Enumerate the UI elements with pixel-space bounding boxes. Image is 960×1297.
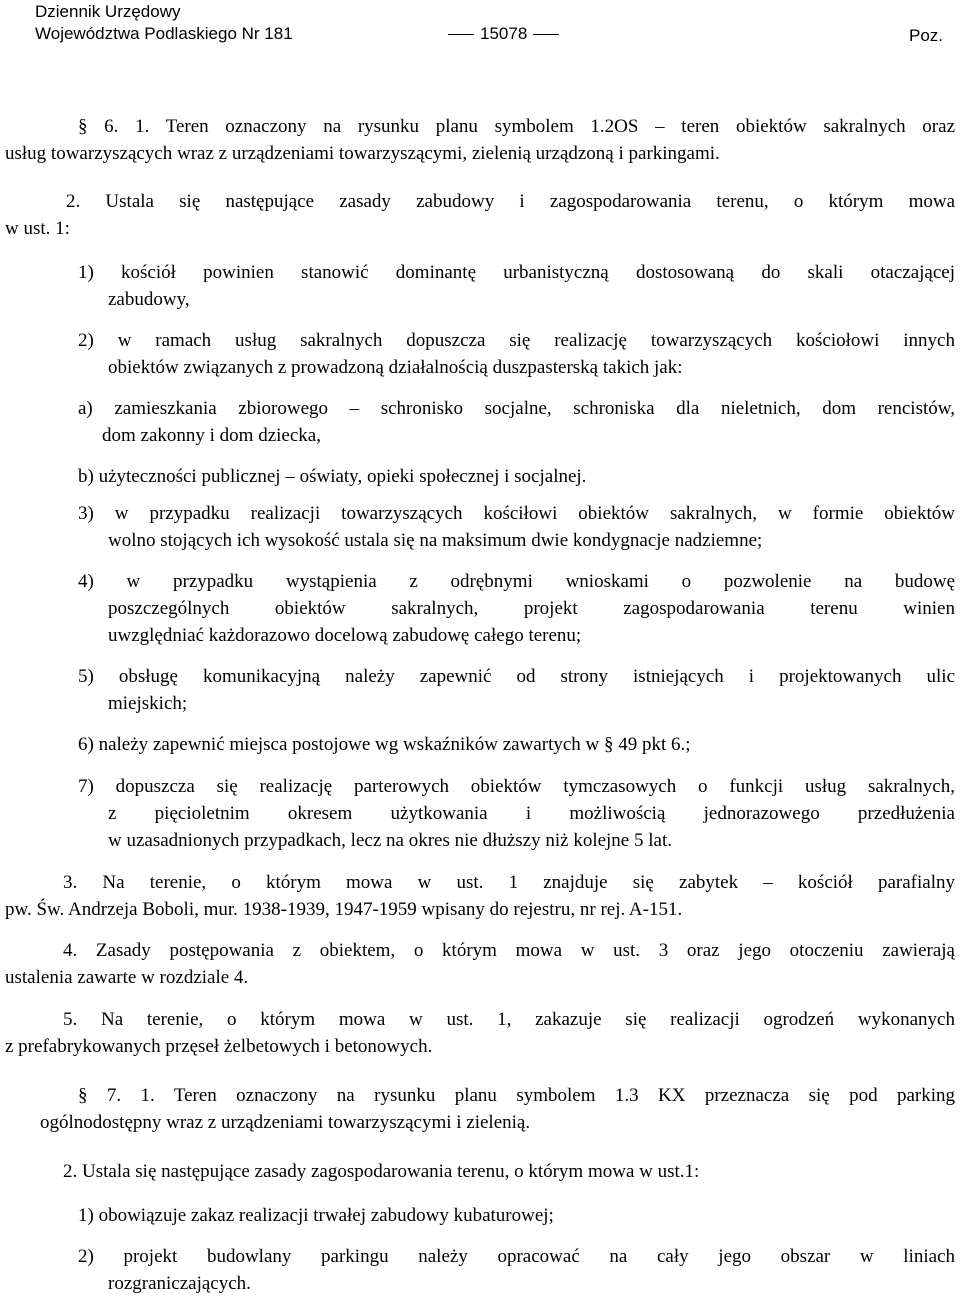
s6-p1-line1: § 6. 1. Teren oznaczony na rysunku planu symbolem 1.2OS – teren obiektów sakralnych oraz [78,116,955,137]
s6-item6: 6) należy zapewnić miejsca postojowe wg wskaźników zawartych w § 49 pkt 6.; [78,734,691,755]
s6-item4-line1: 4) w przypadku wystąpienia z odrębnymi wnioskami o pozwolenie na budowę [78,571,955,592]
s6-p4-line2: ustalenia zawarte w rozdziale 4. [5,967,249,988]
s6-item7-line3: w uzasadnionych przypadkach, lecz na okres nie dłuższy niż kolejne 5 lat. [108,830,672,851]
s6-item-a-line1: a) zamieszkania zbiorowego – schronisko socjalne, schroniska dla nieletnich, dom rencistów, [78,398,955,419]
s6-item7-line2: z pięcioletnim okresem użytkowania i możliwością jednorazowego przedłużenia [108,803,955,824]
s7-p1-line2: ogólnodostępny wraz z urządzeniami towarzyszącymi i zielenią. [40,1112,531,1133]
s6-item-b: b) użyteczności publicznej – oświaty, opieki społecznej i socjalnej. [78,466,587,487]
s6-item1-line2: zabudowy, [108,289,190,310]
s7-p2: 2. Ustala się następujące zasady zagospodarowania terenu, o którym mowa w ust.1: [63,1161,700,1182]
page-header [0,0,960,52]
s6-item4-line3: uwzględniać każdorazowo docelową zabudowę całego terenu; [108,625,582,646]
s6-p5-line2: z prefabrykowanych przęseł żelbetowych i betonowych. [5,1036,433,1057]
s6-item1-line1: 1) kościół powinien stanowić dominantę urbanistyczną dostosowaną do skali otaczającej [78,262,955,283]
s7-item1: 1) obowiązuje zakaz realizacji trwałej zabudowy kubaturowej; [78,1205,554,1226]
journal-subtitle: Województwa Podlaskiego Nr 181 [35,24,293,43]
s6-item5-line1: 5) obsługę komunikacyjną należy zapewnić od strony istniejących i projektowanych ulic [78,666,955,687]
s7-p1-line1: § 7. 1. Teren oznaczony na rysunku planu symbolem 1.3 KX przeznacza się pod parking [78,1085,955,1106]
s6-p2-line1: 2. Ustala się następujące zasady zabudowy i zagospodarowania terenu, o którym mowa [66,191,955,212]
s7-item2-line2: rozgraniczających. [108,1273,251,1294]
page-number: 15078 [442,23,565,45]
s6-item4-line2: poszczególnych obiektów sakralnych, projekt zagospodarowania terenu winien [108,598,955,619]
s6-item2-line2: obiektów związanych z prowadzoną działalnością duszpasterską takich jak: [108,357,683,378]
s6-item2-line1: 2) w ramach usług sakralnych dopuszcza się realizację towarzyszących kościołowi innych [78,330,955,351]
s6-p3-line1: 3. Na terenie, o którym mowa w ust. 1 znajduje się zabytek – kościół parafialny [63,872,955,893]
s6-item-a-line2: dom zakonny i dom dziecka, [102,425,321,446]
s6-p2-line2: w ust. 1: [5,218,70,239]
s6-p5-line1: 5. Na terenie, o którym mowa w ust. 1, zakazuje się realizacji ogrodzeń wykonanych [63,1009,955,1030]
s6-p1-line2: usług towarzyszących wraz z urządzeniami towarzyszącymi, zielenią urządzoną i parkingami. [5,143,720,164]
position-label: Poz. [909,26,944,45]
s7-item2-line1: 2) projekt budowlany parkingu należy opracować na cały jego obszar w liniach [78,1246,955,1267]
s6-item5-line2: miejskich; [108,693,188,714]
s6-item3-line1: 3) w przypadku realizacji towarzyszących kościłowi obiektów sakralnych, w formie obiektów [78,503,955,524]
journal-title: Dziennik Urzędowy [35,2,181,21]
s6-p3-line2: pw. Św. Andrzeja Boboli, mur. 1938-1939, 1947-1959 wpisany do rejestru, nr rej. A-151. [5,899,683,920]
s6-item3-line2: wolno stojących ich wysokość ustala się na maksimum dwie kondygnacje nadziemne; [108,530,763,551]
s6-p4-line1: 4. Zasady postępowania z obiektem, o którym mowa w ust. 3 oraz jego otoczeniu zawierają [63,940,955,961]
s6-item7-line1: 7) dopuszcza się realizację parterowych obiektów tymczasowych o funkcji usług sakralnych, [78,776,955,797]
